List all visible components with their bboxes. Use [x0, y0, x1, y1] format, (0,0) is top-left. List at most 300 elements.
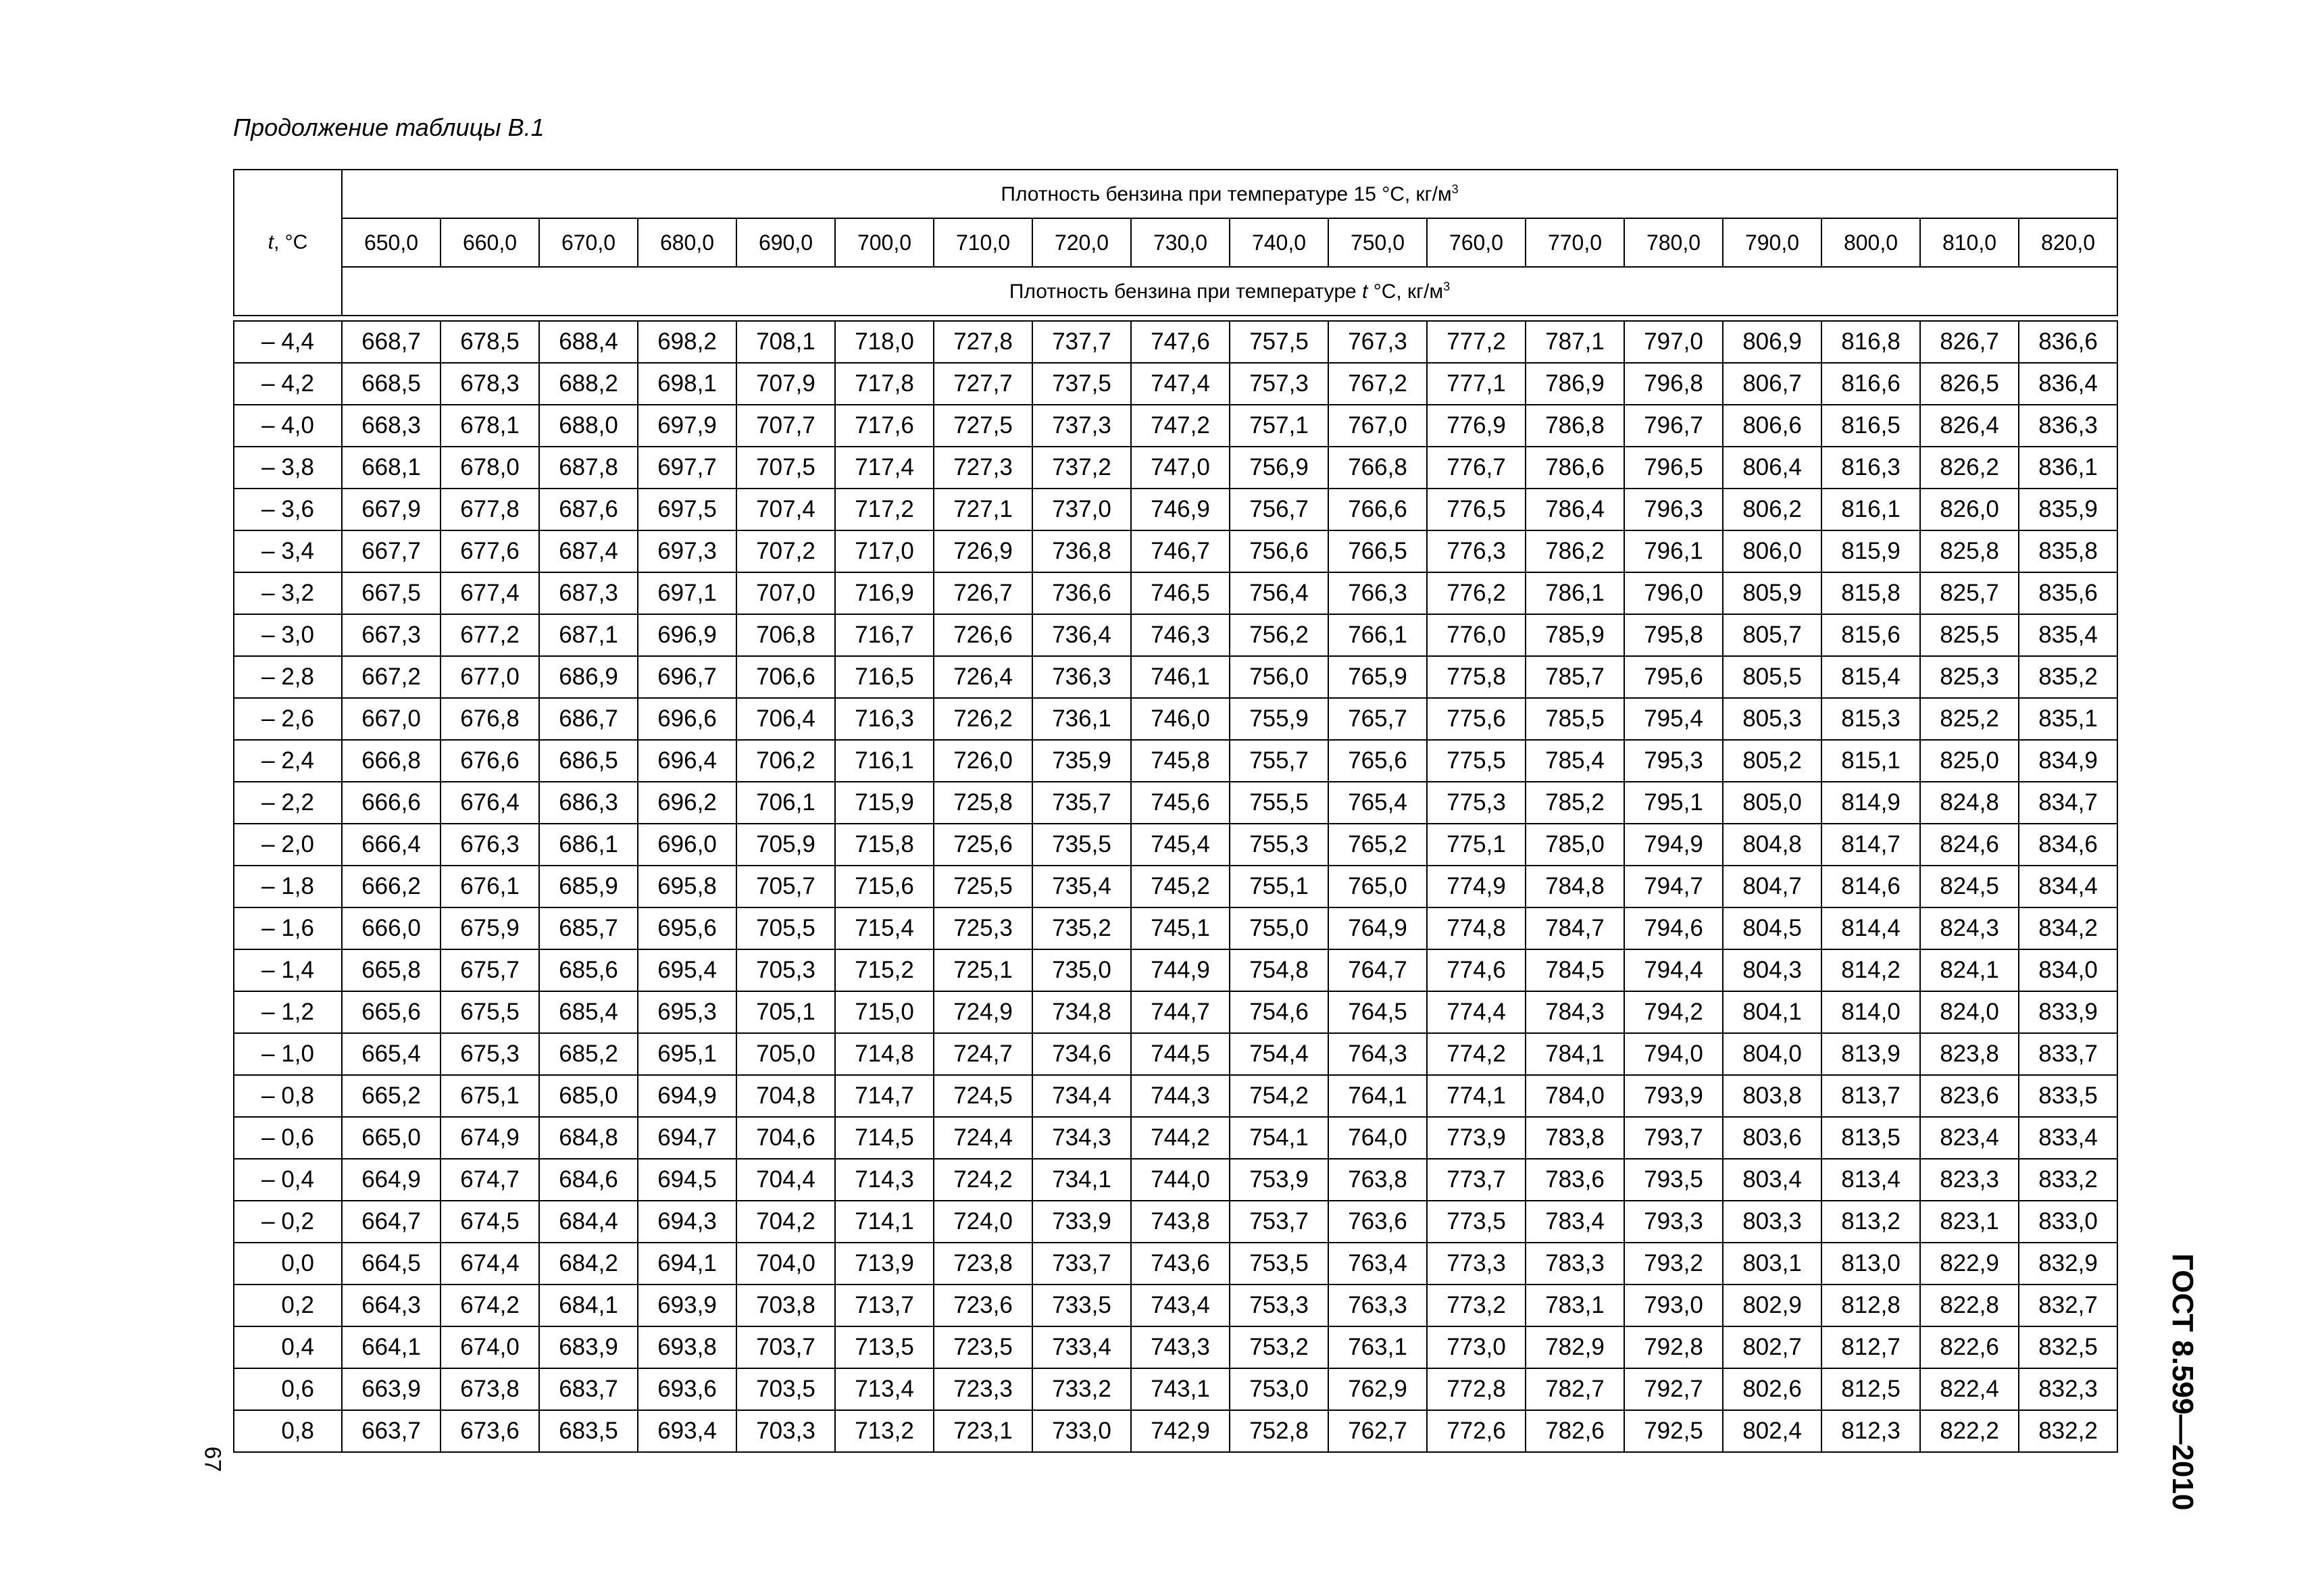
density-cell: 676,8: [441, 698, 539, 740]
density-cell: 756,2: [1230, 614, 1328, 656]
temperature-cell: – 1,4: [234, 949, 342, 991]
density-cell: 734,1: [1032, 1159, 1131, 1201]
density-cell: 783,6: [1526, 1159, 1624, 1201]
table-row: [234, 1201, 2117, 1243]
density-t-var: t: [1362, 280, 1368, 303]
density-cell: 665,4: [342, 1033, 441, 1075]
temperature-cell: – 2,6: [234, 698, 342, 740]
density-cell: 753,3: [1230, 1285, 1328, 1326]
density-cell: 766,3: [1328, 572, 1427, 614]
density-cell: 744,7: [1131, 991, 1230, 1033]
density-cell: 705,9: [736, 824, 835, 866]
density-cell: 744,5: [1131, 1033, 1230, 1075]
density-cell: 714,3: [835, 1159, 934, 1201]
density-cell: 677,8: [441, 489, 539, 530]
density-cell: 668,5: [342, 363, 441, 405]
density-cell: 725,1: [934, 949, 1032, 991]
density-cell: 735,2: [1032, 907, 1131, 949]
density-cell: 695,6: [638, 907, 736, 949]
density-cell: 696,0: [638, 824, 736, 866]
density-cell: 678,5: [441, 321, 539, 363]
density-cell: 762,9: [1328, 1368, 1427, 1410]
density-cell: 814,6: [1821, 866, 1920, 907]
temperature-cell: – 4,2: [234, 363, 342, 405]
density-cell: 785,7: [1526, 656, 1624, 698]
density-cell: 707,7: [736, 405, 835, 447]
density-cell: 715,2: [835, 949, 934, 991]
density-cell: 833,0: [2019, 1201, 2117, 1243]
density-cell: 685,2: [539, 1033, 638, 1075]
density-cell: 688,4: [539, 321, 638, 363]
density-cell: 736,1: [1032, 698, 1131, 740]
temperature-cell: – 2,0: [234, 824, 342, 866]
table-caption: Продолжение таблицы В.1: [233, 114, 545, 141]
density-cell: 766,6: [1328, 489, 1427, 530]
table-row: [234, 740, 2117, 782]
density-cell: 684,2: [539, 1243, 638, 1285]
density-cell: 756,6: [1230, 530, 1328, 572]
density-cell: 744,0: [1131, 1159, 1230, 1201]
table-row: [234, 572, 2117, 614]
density-cell: 726,9: [934, 530, 1032, 572]
density-cell: 806,6: [1723, 405, 1821, 447]
density-cell: 667,2: [342, 656, 441, 698]
density-cell: 786,9: [1526, 363, 1624, 405]
density-cell: 755,1: [1230, 866, 1328, 907]
density-column-header: 650,0: [342, 218, 441, 267]
density-cell: 737,2: [1032, 447, 1131, 489]
density-cell: 676,1: [441, 866, 539, 907]
density-cell: 704,8: [736, 1075, 835, 1117]
density-cell: 675,5: [441, 991, 539, 1033]
density-cell: 795,4: [1624, 698, 1723, 740]
density-cell: 774,6: [1427, 949, 1526, 991]
density-cell: 716,1: [835, 740, 934, 782]
density-cell: 756,4: [1230, 572, 1328, 614]
density-cell: 734,6: [1032, 1033, 1131, 1075]
density-cell: 765,0: [1328, 866, 1427, 907]
density-cell: 678,3: [441, 363, 539, 405]
density-cell: 794,4: [1624, 949, 1723, 991]
density-cell: 756,7: [1230, 489, 1328, 530]
density-cell: 715,8: [835, 824, 934, 866]
density-cell: 794,0: [1624, 1033, 1723, 1075]
density-cell: 754,1: [1230, 1117, 1328, 1159]
density-cell: 724,7: [934, 1033, 1032, 1075]
density-cell: 772,8: [1427, 1368, 1526, 1410]
density-cell: 713,9: [835, 1243, 934, 1285]
density-cell: 674,0: [441, 1326, 539, 1368]
density-cell: 746,1: [1131, 656, 1230, 698]
density-cell: 714,8: [835, 1033, 934, 1075]
density-cell: 744,3: [1131, 1075, 1230, 1117]
density-cell: 705,3: [736, 949, 835, 991]
density-cell: 816,8: [1821, 321, 1920, 363]
density-cell: 753,5: [1230, 1243, 1328, 1285]
density-cell: 686,3: [539, 782, 638, 824]
density-cell: 804,3: [1723, 949, 1821, 991]
table-row: [234, 489, 2117, 530]
density-t-title: Плотность бензина при температуре: [1009, 280, 1363, 303]
density-cell: 784,7: [1526, 907, 1624, 949]
temperature-cell: 0,6: [234, 1368, 342, 1410]
header-row-top: [234, 170, 2117, 218]
density-cell: 826,5: [1920, 363, 2019, 405]
density-cell: 767,2: [1328, 363, 1427, 405]
density-cell: 675,3: [441, 1033, 539, 1075]
density-cell: 675,9: [441, 907, 539, 949]
density-cell: 803,8: [1723, 1075, 1821, 1117]
density-cell: 812,3: [1821, 1410, 1920, 1452]
density-cell: 725,3: [934, 907, 1032, 949]
density-cell: 727,7: [934, 363, 1032, 405]
density-cell: 685,6: [539, 949, 638, 991]
density-cell: 815,6: [1821, 614, 1920, 656]
density-cell: 823,8: [1920, 1033, 2019, 1075]
density-cell: 773,5: [1427, 1201, 1526, 1243]
density-cell: 812,8: [1821, 1285, 1920, 1326]
density-cell: 783,8: [1526, 1117, 1624, 1159]
density-cell: 834,4: [2019, 866, 2117, 907]
density-cell: 714,1: [835, 1201, 934, 1243]
density-cell: 815,9: [1821, 530, 1920, 572]
density-cell: 757,3: [1230, 363, 1328, 405]
table-row: [234, 656, 2117, 698]
density-cell: 825,5: [1920, 614, 2019, 656]
density-cell: 822,8: [1920, 1285, 2019, 1326]
density-column-header: 720,0: [1032, 218, 1131, 267]
density-cell: 706,8: [736, 614, 835, 656]
density-cell: 745,1: [1131, 907, 1230, 949]
density-cell: 813,5: [1821, 1117, 1920, 1159]
density-cell: 664,1: [342, 1326, 441, 1368]
density-cell: 733,9: [1032, 1201, 1131, 1243]
density-cell: 678,0: [441, 447, 539, 489]
density-cell: 832,5: [2019, 1326, 2117, 1368]
density-cell: 668,7: [342, 321, 441, 363]
density-cell: 736,8: [1032, 530, 1131, 572]
density-cell: 802,4: [1723, 1410, 1821, 1452]
density-cell: 793,0: [1624, 1285, 1723, 1326]
density-cell: 735,9: [1032, 740, 1131, 782]
density-cell: 686,5: [539, 740, 638, 782]
density-cell: 773,3: [1427, 1243, 1526, 1285]
density-cell: 782,6: [1526, 1410, 1624, 1452]
density-cell: 835,9: [2019, 489, 2117, 530]
density-cell: 783,1: [1526, 1285, 1624, 1326]
density-cell: 687,8: [539, 447, 638, 489]
density-cell: 776,3: [1427, 530, 1526, 572]
density-cell: 766,1: [1328, 614, 1427, 656]
density-cell: 713,4: [835, 1368, 934, 1410]
density-cell: 745,8: [1131, 740, 1230, 782]
density-cell: 674,7: [441, 1159, 539, 1201]
density-cell: 686,1: [539, 824, 638, 866]
density-cell: 677,2: [441, 614, 539, 656]
density-cell: 793,5: [1624, 1159, 1723, 1201]
density-cell: 754,8: [1230, 949, 1328, 991]
density-cell: 752,8: [1230, 1410, 1328, 1452]
density-cell: 814,4: [1821, 907, 1920, 949]
density-cell: 744,9: [1131, 949, 1230, 991]
density-cell: 823,6: [1920, 1075, 2019, 1117]
density-cell: 676,3: [441, 824, 539, 866]
density-cell: 765,2: [1328, 824, 1427, 866]
density-cell: 735,7: [1032, 782, 1131, 824]
temperature-cell: – 0,4: [234, 1159, 342, 1201]
table-row: [234, 907, 2117, 949]
density-cell: 708,1: [736, 321, 835, 363]
density-cell: 667,7: [342, 530, 441, 572]
density-cell: 695,3: [638, 991, 736, 1033]
density-cell: 833,7: [2019, 1033, 2117, 1075]
density-cell: 774,9: [1427, 866, 1526, 907]
density-cell: 733,4: [1032, 1326, 1131, 1368]
density-cell: 714,7: [835, 1075, 934, 1117]
density-table: [233, 169, 2118, 1453]
density-cell: 832,2: [2019, 1410, 2117, 1452]
density-cell: 824,6: [1920, 824, 2019, 866]
density-cell: 676,4: [441, 782, 539, 824]
density-cell: 698,1: [638, 363, 736, 405]
table-row: [234, 321, 2117, 363]
density-cell: 773,0: [1427, 1326, 1526, 1368]
density-cell: 756,0: [1230, 656, 1328, 698]
density-cell: 715,0: [835, 991, 934, 1033]
density-cell: 727,5: [934, 405, 1032, 447]
density-cell: 683,5: [539, 1410, 638, 1452]
density-cell: 832,3: [2019, 1368, 2117, 1410]
density-cell: 683,9: [539, 1326, 638, 1368]
density-cell: 743,1: [1131, 1368, 1230, 1410]
density-cell: 685,4: [539, 991, 638, 1033]
density-15c-sup: 3: [1451, 182, 1459, 196]
temperature-var: t: [268, 231, 274, 253]
density-cell: 696,7: [638, 656, 736, 698]
density-cell: 835,8: [2019, 530, 2117, 572]
density-cell: 744,2: [1131, 1117, 1230, 1159]
density-cell: 706,6: [736, 656, 835, 698]
density-cell: 826,0: [1920, 489, 2019, 530]
temperature-cell: 0,2: [234, 1285, 342, 1326]
density-cell: 684,1: [539, 1285, 638, 1326]
density-cell: 707,2: [736, 530, 835, 572]
density-cell: 724,5: [934, 1075, 1032, 1117]
density-cell: 696,4: [638, 740, 736, 782]
density-cell: 668,3: [342, 405, 441, 447]
density-cell: 677,6: [441, 530, 539, 572]
table-row: [234, 698, 2117, 740]
density-cell: 792,5: [1624, 1410, 1723, 1452]
table-row: [234, 614, 2117, 656]
density-cell: 815,1: [1821, 740, 1920, 782]
density-column-header: 670,0: [539, 218, 638, 267]
density-cell: 734,4: [1032, 1075, 1131, 1117]
density-column-header: 780,0: [1624, 218, 1723, 267]
density-cell: 777,2: [1427, 321, 1526, 363]
temperature-cell: – 2,2: [234, 782, 342, 824]
density-cell: 667,9: [342, 489, 441, 530]
density-cell: 737,5: [1032, 363, 1131, 405]
density-cell: 707,0: [736, 572, 835, 614]
density-cell: 834,7: [2019, 782, 2117, 824]
density-cell: 726,4: [934, 656, 1032, 698]
density-cell: 764,1: [1328, 1075, 1427, 1117]
density-cell: 784,1: [1526, 1033, 1624, 1075]
density-column-header: 820,0: [2019, 218, 2117, 267]
table-row: [234, 782, 2117, 824]
density-cell: 715,9: [835, 782, 934, 824]
density-cell: 704,2: [736, 1201, 835, 1243]
density-cell: 786,2: [1526, 530, 1624, 572]
temperature-column-header: [234, 170, 342, 316]
density-cell: 687,1: [539, 614, 638, 656]
density-cell: 665,8: [342, 949, 441, 991]
density-cell: 765,7: [1328, 698, 1427, 740]
density-cell: 735,4: [1032, 866, 1131, 907]
density-cell: 793,9: [1624, 1075, 1723, 1117]
density-cell: 703,3: [736, 1410, 835, 1452]
density-cell: 697,7: [638, 447, 736, 489]
density-cell: 734,3: [1032, 1117, 1131, 1159]
density-cell: 705,1: [736, 991, 835, 1033]
density-cell: 796,0: [1624, 572, 1723, 614]
density-cell: 822,6: [1920, 1326, 2019, 1368]
density-cell: 736,4: [1032, 614, 1131, 656]
density-cell: 764,0: [1328, 1117, 1427, 1159]
density-cell: 696,2: [638, 782, 736, 824]
density-cell: 726,0: [934, 740, 1032, 782]
density-cell: 664,9: [342, 1159, 441, 1201]
density-cell: 685,9: [539, 866, 638, 907]
density-cell: 816,1: [1821, 489, 1920, 530]
density-cell: 774,4: [1427, 991, 1526, 1033]
density-cell: 693,4: [638, 1410, 736, 1452]
density-cell: 705,0: [736, 1033, 835, 1075]
density-cell: 684,4: [539, 1201, 638, 1243]
density-cell: 763,1: [1328, 1326, 1427, 1368]
density-cell: 756,9: [1230, 447, 1328, 489]
density-cell: 684,6: [539, 1159, 638, 1201]
density-cell: 805,2: [1723, 740, 1821, 782]
density-cell: 776,2: [1427, 572, 1526, 614]
density-cell: 834,6: [2019, 824, 2117, 866]
density-cell: 804,5: [1723, 907, 1821, 949]
density-cell: 705,5: [736, 907, 835, 949]
density-cell: 785,9: [1526, 614, 1624, 656]
temperature-cell: – 0,8: [234, 1075, 342, 1117]
density-cell: 802,7: [1723, 1326, 1821, 1368]
density-cell: 704,6: [736, 1117, 835, 1159]
density-cell: 824,3: [1920, 907, 2019, 949]
density-column-header: 660,0: [441, 218, 539, 267]
density-cell: 764,7: [1328, 949, 1427, 991]
density-cell: 665,2: [342, 1075, 441, 1117]
standard-designation: ГОСТ 8.599—2010: [2166, 1253, 2199, 1511]
temperature-cell: – 2,4: [234, 740, 342, 782]
density-cell: 786,4: [1526, 489, 1624, 530]
density-cell: 737,0: [1032, 489, 1131, 530]
density-cell: 786,1: [1526, 572, 1624, 614]
density-cell: 675,1: [441, 1075, 539, 1117]
density-cell: 757,5: [1230, 321, 1328, 363]
temperature-cell: – 0,6: [234, 1117, 342, 1159]
density-cell: 747,4: [1131, 363, 1230, 405]
density-cell: 782,7: [1526, 1368, 1624, 1410]
density-cell: 813,9: [1821, 1033, 1920, 1075]
density-cell: 737,3: [1032, 405, 1131, 447]
density-cell: 688,2: [539, 363, 638, 405]
density-cell: 794,7: [1624, 866, 1723, 907]
temperature-cell: – 3,4: [234, 530, 342, 572]
table-row: [234, 447, 2117, 489]
density-cell: 806,2: [1723, 489, 1821, 530]
density-cell: 822,4: [1920, 1368, 2019, 1410]
density-cell: 715,4: [835, 907, 934, 949]
density-cell: 733,0: [1032, 1410, 1131, 1452]
density-cell: 833,2: [2019, 1159, 2117, 1201]
density-cell: 666,2: [342, 866, 441, 907]
density-cell: 785,0: [1526, 824, 1624, 866]
density-cell: 834,0: [2019, 949, 2117, 991]
density-cell: 697,9: [638, 405, 736, 447]
density-cell: 835,2: [2019, 656, 2117, 698]
density-cell: 727,3: [934, 447, 1032, 489]
density-cell: 803,3: [1723, 1201, 1821, 1243]
density-cell: 784,8: [1526, 866, 1624, 907]
density-cell: 835,6: [2019, 572, 2117, 614]
density-cell: 822,2: [1920, 1410, 2019, 1452]
density-cell: 805,7: [1723, 614, 1821, 656]
density-cell: 743,8: [1131, 1201, 1230, 1243]
density-cell: 836,4: [2019, 363, 2117, 405]
density-cell: 803,4: [1723, 1159, 1821, 1201]
density-cell: 666,4: [342, 824, 441, 866]
table-row: [234, 991, 2117, 1033]
density-cell: 773,2: [1427, 1285, 1526, 1326]
density-cell: 795,6: [1624, 656, 1723, 698]
density-cell: 747,6: [1131, 321, 1230, 363]
density-cell: 665,6: [342, 991, 441, 1033]
density-t-unit: °С, кг/м: [1367, 280, 1444, 303]
density-cell: 824,1: [1920, 949, 2019, 991]
density-cell: 727,1: [934, 489, 1032, 530]
density-cell: 754,2: [1230, 1075, 1328, 1117]
temperature-cell: – 2,8: [234, 656, 342, 698]
density-column-header: 790,0: [1723, 218, 1821, 267]
density-cell: 757,1: [1230, 405, 1328, 447]
density-cell: 767,0: [1328, 405, 1427, 447]
density-cell: 763,8: [1328, 1159, 1427, 1201]
density-cell: 726,6: [934, 614, 1032, 656]
density-cell: 826,4: [1920, 405, 2019, 447]
density-cell: 796,7: [1624, 405, 1723, 447]
separator-cell: [234, 316, 2117, 321]
temperature-cell: – 3,8: [234, 447, 342, 489]
density-column-header: 680,0: [638, 218, 736, 267]
density-cell: 667,3: [342, 614, 441, 656]
density-cell: 823,1: [1920, 1201, 2019, 1243]
temperature-cell: – 0,2: [234, 1201, 342, 1243]
table-row: [234, 1410, 2117, 1452]
density-cell: 786,8: [1526, 405, 1624, 447]
density-cell: 832,9: [2019, 1243, 2117, 1285]
temperature-cell: – 1,2: [234, 991, 342, 1033]
density-cell: 815,3: [1821, 698, 1920, 740]
density-cell: 836,3: [2019, 405, 2117, 447]
density-cell: 836,1: [2019, 447, 2117, 489]
density-cell: 703,5: [736, 1368, 835, 1410]
